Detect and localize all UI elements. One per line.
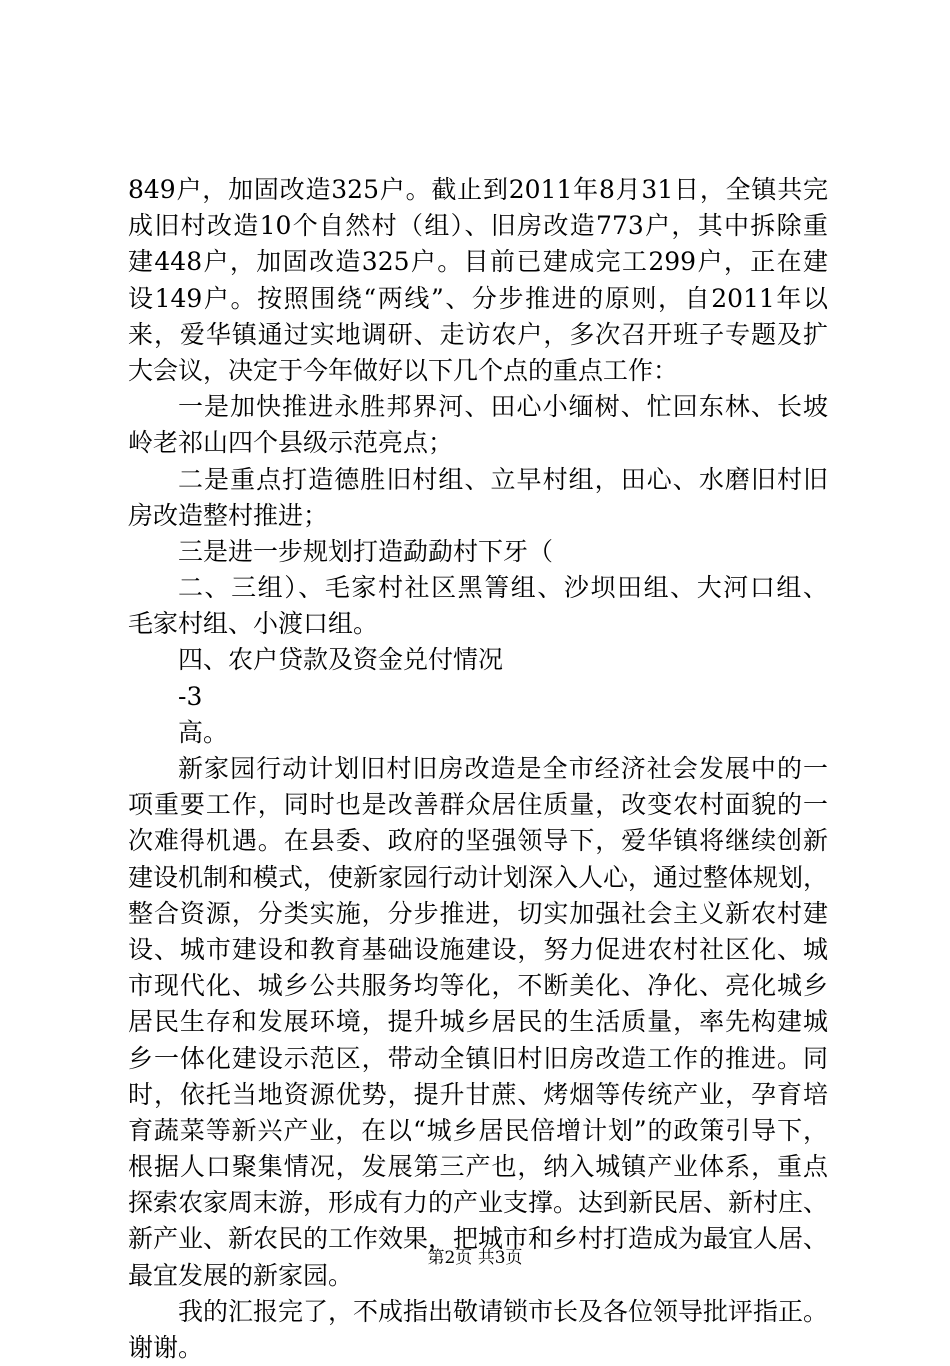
text-line: 市现代化、城乡公共服务均等化，不断美化、净化、亮化城乡 [128,971,828,1001]
text-line: -3 [178,681,203,711]
text-line: 时，依托当地资源优势，提升甘蔗、烤烟等传统产业，孕育培 [128,1079,828,1109]
text-line: 成旧村改造10个自然村（组）、旧房改造773户，其中拆除重 [128,211,828,241]
text-line: 次难得机遇。在县委、政府的坚强领导下，爱华镇将继续创新 [128,826,828,856]
text-line: 最宜发展的新家园。 [128,1260,354,1290]
text-line: 岭老祁山四个县级示范亮点； [128,428,454,458]
text-line: 根据人口聚集情况，发展第三产也，纳入城镇产业体系，重点 [128,1152,828,1182]
text-line: 乡一体化建设示范区，带动全镇旧村旧房改造工作的推进。同 [128,1043,828,1073]
text-line: 新家园行动计划旧村旧房改造是全市经济社会发展中的一 [178,754,828,783]
text-line: 谢谢。 [128,1333,204,1362]
text-line: 探索农家周末游，形成有力的产业支撑。达到新民居、新村庄、 [128,1188,829,1218]
text-line: 居民生存和发展环境，提升城乡居民的生活质量，率先构建城 [128,1007,828,1037]
text-line: 毛家村组、小渡口组。 [128,609,379,639]
text-line: 建设机制和模式，使新家园行动计划深入人心，通过整体规划， [128,862,829,892]
text-line: 新产业、新农民的工作效果，把城市和乡村打造成为最宜人居、 [128,1224,829,1254]
text-line: 849户，加固改造325户。截止到2011年8月31日，全镇共完 [128,175,828,204]
text-line: 设149户。按照围绕“两线”、分步推进的原则，自2011年以 [128,283,828,313]
text-line: 建448户，加固改造325户。目前已建成完工299户，正在建 [128,247,828,277]
page-footer: 第2页 共3页 [427,1248,523,1268]
text-line: 房改造整村推进； [128,500,329,530]
text-line: 我的汇报完了，不成指出敬请锁市长及各位领导批评指正。 [178,1296,829,1326]
text-line: 三是进一步规划打造勐勐村下牙（ [178,536,554,566]
text-line: 四、农户贷款及资金兑付情况 [178,645,504,675]
text-line: 大会议，决定于今年做好以下几个点的重点工作： [128,355,679,385]
text-line: 来，爱华镇通过实地调研、走访农户，多次召开班子专题及扩 [128,319,828,349]
text-line: 高。 [178,717,229,747]
body-text [128,172,828,1366]
text-line: 整合资源，分类实施，分步推进，切实加强社会主义新农村建 [128,898,828,928]
text-line: 项重要工作，同时也是改善群众居住质量，改变农村面貌的一 [128,790,828,820]
text-line: 育蔬菜等新兴产业，在以“城乡居民倍增计划”的政策引导下， [128,1115,828,1145]
text-line: 设、城市建设和教育基础设施建设，努力促进农村社区化、城 [128,934,828,964]
text-line: 一是加快推进永胜邦界河、田心小缅树、忙回东林、长坡 [178,392,828,422]
text-line: 二是重点打造德胜旧村组、立早村组，田心、水磨旧村旧 [178,464,828,494]
text-line: 二、三组）、毛家村社区黑箐组、沙坝田组、大河口组、 [178,573,828,603]
